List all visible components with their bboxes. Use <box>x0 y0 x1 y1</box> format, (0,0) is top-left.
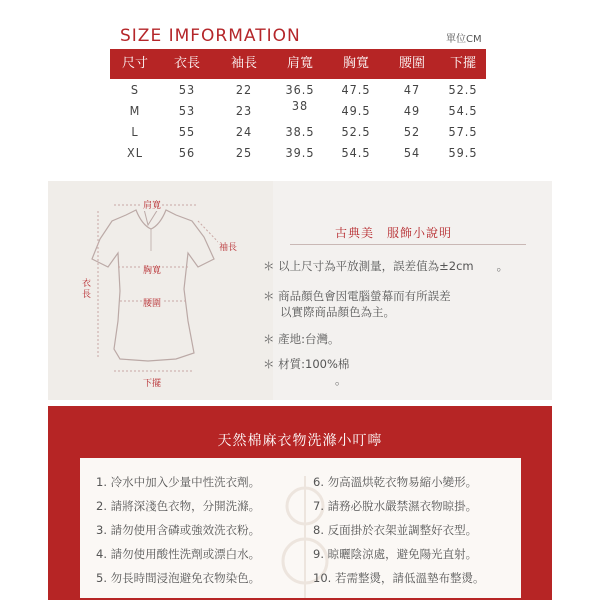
care-item: 10. 若需整燙，請低溫墊布整燙。 <box>313 571 485 585</box>
care-item: 8. 反面掛於衣架並調整好衣型。 <box>313 523 478 537</box>
care-item: 3. 請勿使用含磷或強效洗衣粉。 <box>96 523 261 537</box>
table-row <box>110 142 486 163</box>
cell: S <box>130 82 140 97</box>
cell: 24 <box>235 124 253 139</box>
size-title: SIZE IMFORMATION <box>120 26 301 46</box>
note-text-continued: 以實際商品顏色為主。 <box>280 305 395 319</box>
header-length: 衣長 <box>173 56 200 71</box>
cell: 47 <box>403 82 421 97</box>
note-text: 以上尺寸為平放測量，誤差值為±2cm 。 <box>278 259 509 273</box>
cell: 55 <box>178 124 196 139</box>
cell: 23 <box>235 103 253 118</box>
notes-divider <box>290 244 526 245</box>
note-item <box>263 258 508 274</box>
cell: 22 <box>235 82 253 97</box>
bullet-icon: ＊ <box>263 259 275 273</box>
care-item: 9. 晾曬陰涼處，避免陽光直射。 <box>313 547 478 561</box>
note-text: 產地:台灣。 <box>278 332 340 346</box>
label-shoulder: 肩寬 <box>142 198 162 211</box>
table-row <box>110 100 486 121</box>
cell: 54 <box>403 145 421 160</box>
cell: 54.5 <box>341 145 371 160</box>
cell: XL <box>127 145 143 160</box>
note-item <box>263 356 349 388</box>
care-item: 2. 請將深淺色衣物，分開洗滌。 <box>96 499 261 513</box>
header-waist: 腰圍 <box>398 56 425 71</box>
care-item: 4. 請勿使用酸性洗劑或漂白水。 <box>96 547 261 561</box>
header-sleeve: 袖長 <box>230 56 257 71</box>
cell: 53 <box>178 103 196 118</box>
bullet-icon: ＊ <box>263 357 275 371</box>
note-item <box>263 288 451 320</box>
care-item: 7. 請務必脫水嚴禁濕衣物晾掛。 <box>313 499 478 513</box>
label-sleeve: 袖長 <box>218 240 238 253</box>
label-hem: 下擺 <box>142 376 162 389</box>
cell: L <box>131 124 139 139</box>
cell: 57.5 <box>448 124 478 139</box>
cell: 52.5 <box>448 82 478 97</box>
cell: 56 <box>178 145 196 160</box>
cell: 49 <box>403 103 421 118</box>
size-table-header <box>110 49 486 79</box>
care-item: 5. 勿長時間浸泡避免衣物染色。 <box>96 571 261 585</box>
note-item <box>263 331 340 347</box>
cell: 54.5 <box>448 103 478 118</box>
bullet-icon: ＊ <box>263 289 275 303</box>
table-row <box>110 121 486 142</box>
header-chest: 胸寬 <box>342 56 369 71</box>
notes-title: 古典美 服飾小說明 <box>335 226 453 240</box>
cell: 52.5 <box>341 124 371 139</box>
cell: 53 <box>178 82 196 97</box>
cell: 49.5 <box>341 103 371 118</box>
cell: M <box>129 103 141 118</box>
cell: 25 <box>235 145 253 160</box>
header-hem: 下擺 <box>449 56 476 71</box>
care-item: 1. 冷水中加入少量中性洗衣劑。 <box>96 475 261 489</box>
cell: 36.5 <box>285 82 315 97</box>
garment-diagram <box>48 181 273 400</box>
bullet-icon: ＊ <box>263 332 275 346</box>
label-waist: 腰圍 <box>142 296 162 309</box>
note-text: 材質:100%棉 <box>278 357 350 371</box>
cell: 59.5 <box>448 145 478 160</box>
cell: 38 <box>291 98 309 113</box>
cell: 38.5 <box>285 124 315 139</box>
header-size: 尺寸 <box>121 56 148 71</box>
care-item: 6. 勿高溫烘乾衣物易縮小變形。 <box>313 475 478 489</box>
note-text: 商品顏色會因電腦螢幕而有所誤差 <box>278 289 451 303</box>
cell: 47.5 <box>341 82 371 97</box>
note-text-continued: 。 <box>335 373 347 387</box>
care-title: 天然棉麻衣物洗滌小叮嚀 <box>217 433 383 449</box>
cell: 52 <box>403 124 421 139</box>
label-chest: 胸寬 <box>142 263 162 276</box>
label-length: 衣長 <box>81 279 94 301</box>
unit-label: 單位CM <box>446 34 482 45</box>
cell: 39.5 <box>285 145 315 160</box>
header-shoulder: 肩寬 <box>286 56 313 71</box>
